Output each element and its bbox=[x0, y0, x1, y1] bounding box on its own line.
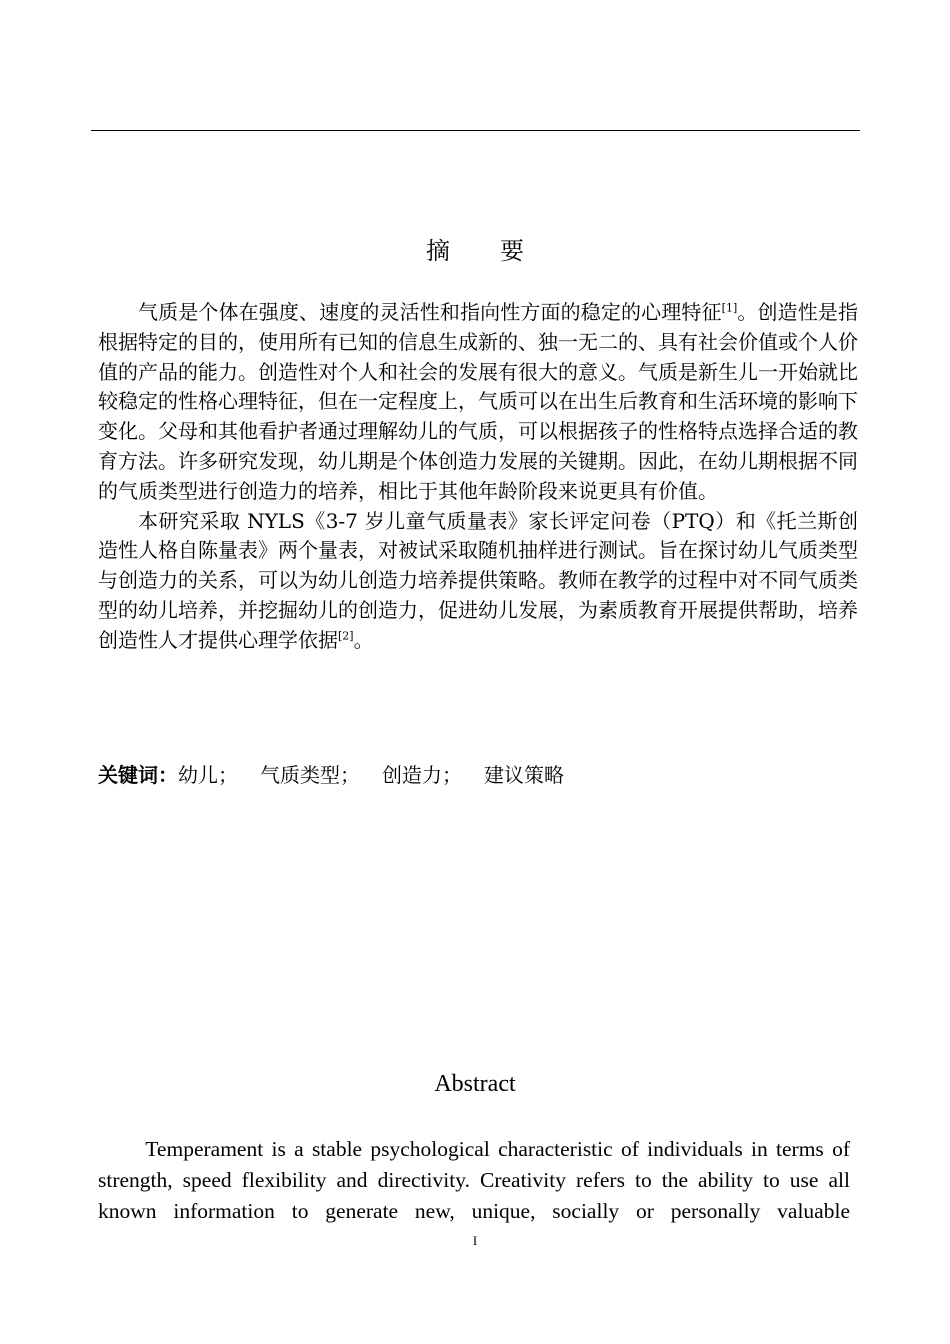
cn-abstract-paragraph-1 bbox=[98, 298, 858, 507]
keyword-item: 建议策略 bbox=[484, 763, 564, 787]
cn-abstract-paragraph-2 bbox=[98, 507, 858, 656]
cn-paragraph-2-text-a: 本研究采取 NYLS《3-7 岁儿童气质量表》家长评定问卷（PTQ）和《托兰斯创造性人格自陈量表》两个量表，对被试采取随机抽样进行测试。旨在探讨幼儿气质类型与创造力的关系，可以为幼儿创造力培养提供策略。教师在教学的过程中对不同气质类型的幼儿培养，并挖掘幼儿的创造力，促进幼儿发展，为素质教育开展提供帮助，培养创造性人才提供心理学依据 bbox=[98, 508, 858, 652]
header-rule bbox=[91, 130, 860, 131]
en-abstract-title: Abstract bbox=[434, 1071, 516, 1097]
citation-2[interactable]: [2] bbox=[338, 629, 354, 643]
citation-1[interactable]: [1] bbox=[721, 301, 738, 315]
keywords-label: 关键词： bbox=[98, 763, 178, 787]
cn-abstract-body bbox=[98, 298, 858, 656]
keyword-item: 幼儿； bbox=[178, 763, 238, 787]
cn-abstract-title: 摘要 bbox=[426, 237, 574, 265]
page-number: I bbox=[472, 1233, 478, 1248]
cn-paragraph-1-text-b: 。创造性是指根据特定的目的，使用所有已知的信息生成新的、独一无二的、具有社会价值或个人价值的产品的能力。创造性对个人和社会的发展有很大的意义。气质是新生儿一开始就比较稳定的性格心理特征，但在一定程度上，气质可以在出生后教育和生活环境的影响下变化。父母和其他看护者通过理解幼儿的气质，可以根据孩子的性格特点选择合适的教育方法。许多研究发现，幼儿期是个体创造力发展的关键期。因此，在幼儿期根据不同的气质类型进行创造力的培养，相比于其他年龄阶段来说更具有价值。 bbox=[98, 300, 859, 503]
cn-paragraph-2-text-b: 。 bbox=[353, 627, 374, 652]
en-abstract-body bbox=[98, 1134, 850, 1227]
cn-paragraph-1-text-a: 气质是个体在强度、速度的灵活性和指向性方面的稳定的心理特征 bbox=[138, 300, 722, 324]
en-abstract-paragraph-1: Temperament is a stable psychological characteristic of individuals in terms of strength, speed flexibility and directivity. Creativity refers to the ability to use all known information to generate new, unique, socially or personally valuable bbox=[98, 1137, 850, 1223]
keyword-item: 创造力； bbox=[382, 763, 462, 787]
keywords-line bbox=[98, 760, 858, 790]
keyword-item: 气质类型； bbox=[260, 763, 360, 787]
